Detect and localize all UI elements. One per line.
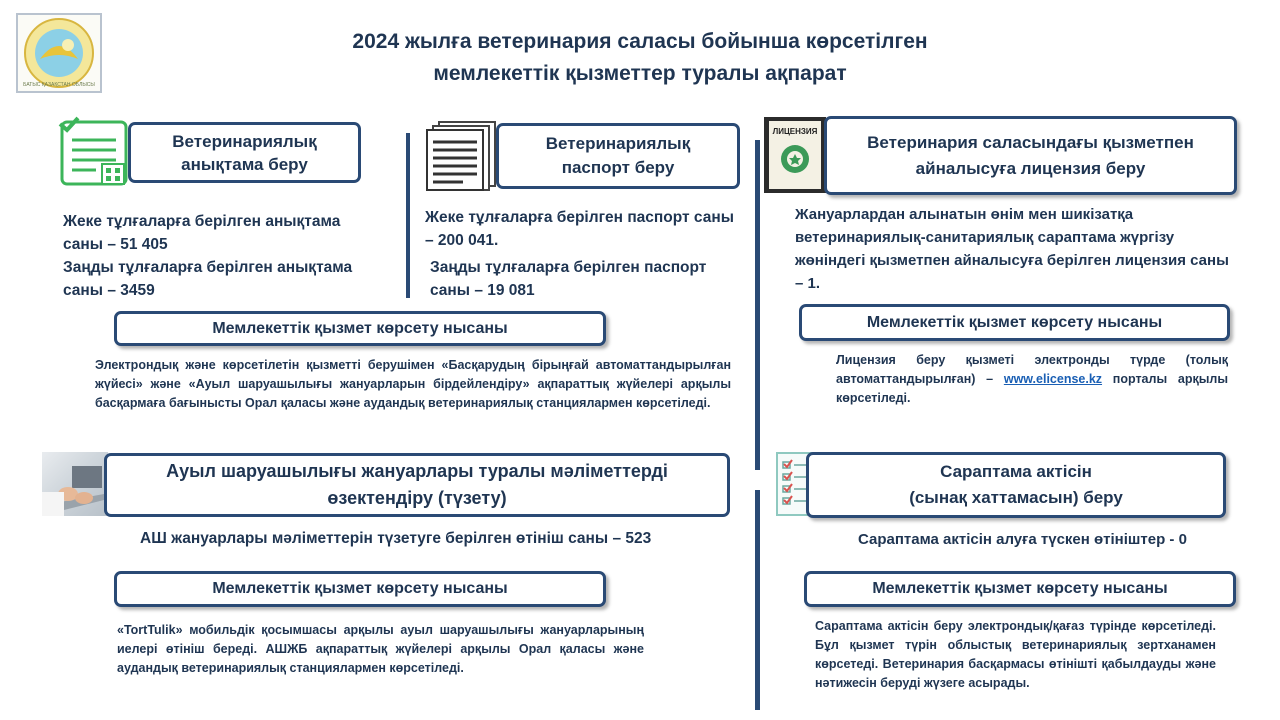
stat-individual-passports: Жеке тұлғаларға берілген паспорт саны – 200 041. [425,209,734,249]
service-form-label-5 [804,571,1236,607]
service-form-label-1-text: Мемлекеттік қызмет көрсету нысаны [212,319,508,337]
certificate-document-icon [58,116,132,193]
section-vet-certificate-title: Ветеринариялық анықтама беру [172,131,317,174]
section-vet-passport-heading [496,123,740,189]
divider-left [406,133,410,298]
vet-certificate-stats [63,210,383,302]
stat-legal-passports: Заңды тұлғаларға берілген паспорт саны – 19 081 [430,259,707,299]
service-form-label-4-text: Мемлекеттік қызмет көрсету нысаны [212,580,508,597]
divider-right-bottom [755,490,760,710]
section-vet-passport-title: Ветеринариялық паспорт беру [545,134,691,177]
elicense-link[interactable]: www.elicense.kz [1003,372,1103,386]
license-icon [764,117,826,193]
section-vet-certificate-heading [128,122,361,183]
stat-legal-certificates: Заңды тұлғаларға берілген анықтама саны – 3459 [63,259,353,299]
region-logo [16,13,102,93]
service-form-3-before: Лицензия беру қызметі электронды түрде (толық автоматтандырылған) – [836,353,1228,386]
service-form-label-3 [799,304,1230,341]
section-data-update-title: Ауыл шаруашылығы жануарлары туралы мәліметтерді өзектендіру (түзету) [166,461,668,508]
section-expert-act-title-line2: (сынақ хаттамасын) беру [909,488,1123,507]
license-icon-label: ЛИЦЕНЗИЯ [772,127,818,136]
page-title-line2: мемлекеттік қызметтер туралы ақпарат [433,62,847,85]
section-expert-act-title-line1: Сараптама актісін [940,462,1092,481]
page-title-line1: 2024 жылға ветеринария саласы бойынша көрсетілген [352,30,928,53]
stat-individual-certificates: Жеке тұлғаларға берілген анықтама саны – 51 405 [63,213,341,253]
service-form-4-text: «TortTulik» мобильдік қосымшасы арқылы ауыл шаруашылығы жануарларының иелері өтініш береді. АШЖБ ақпараттық жүйелері арқылы Орал қаласы және аудандық ветеринариялық станциялармен көрсетіледі. [117,623,644,675]
stat-expert-act-requests: Сараптама актісін алуға түскен өтініштер - 0 [858,531,1187,548]
section-license-title: Ветеринария саласындағы қызметпен айналысуға лицензия беру [867,132,1194,178]
service-form-3-after: порталы арқылы көрсетіледі. [836,372,1228,405]
section-license-heading [824,116,1237,195]
section-data-update-heading [104,453,730,517]
service-form-3-text [836,351,1228,408]
passport-documents-icon [423,118,501,197]
divider-right-top [755,140,760,470]
stat-licenses: Жануарлардан алынатын өнім мен шикізатқа ветеринариялық-санитариялық сараптама жүргізу жөніндегі қызметпен айналысуға берілген лицензия саны – 1. [795,206,1229,292]
service-form-label-4 [114,571,606,607]
page-title [190,26,1090,90]
service-form-label-5-text: Мемлекеттік қызмет көрсету нысаны [872,580,1168,597]
section-expert-act-heading [806,452,1226,518]
service-form-label-1 [114,311,606,346]
stat-data-update-requests: АШ жануарлары мәліметтерін түзетуге берілген өтініш саны – 523 [140,530,652,547]
service-form-5-text: Сараптама актісін беру электрондық/қағаз түрінде көрсетіледі. Бұл қызмет түрін облыстық ветеринариялық зертханамен көрсетеді. Ветеринария басқармасы өтінішті қабылдауды және нәтижесін беруді жүзеге асырады. [815,619,1216,690]
service-form-label-3-text: Мемлекеттік қызмет көрсету нысаны [866,313,1163,331]
logo-caption: БАТЫС ҚАЗАҚСТАН ОБЛЫСЫ [23,82,95,88]
laptop-work-photo [42,452,108,516]
service-form-1-text: Электрондық және көрсетілетін қызметті берушімен «Басқарудың бірыңғай автоматтандырылған жүйесі» және «Ауыл шаруашылығы жануарларын бірдейлендіру» ақпараттық жүйелері арқылы басқармаға бағынысты Орал қаласы және аудандық ветеринариялық станциялармен көрсетіледі. [95,358,731,410]
vet-passport-stats [425,206,735,302]
